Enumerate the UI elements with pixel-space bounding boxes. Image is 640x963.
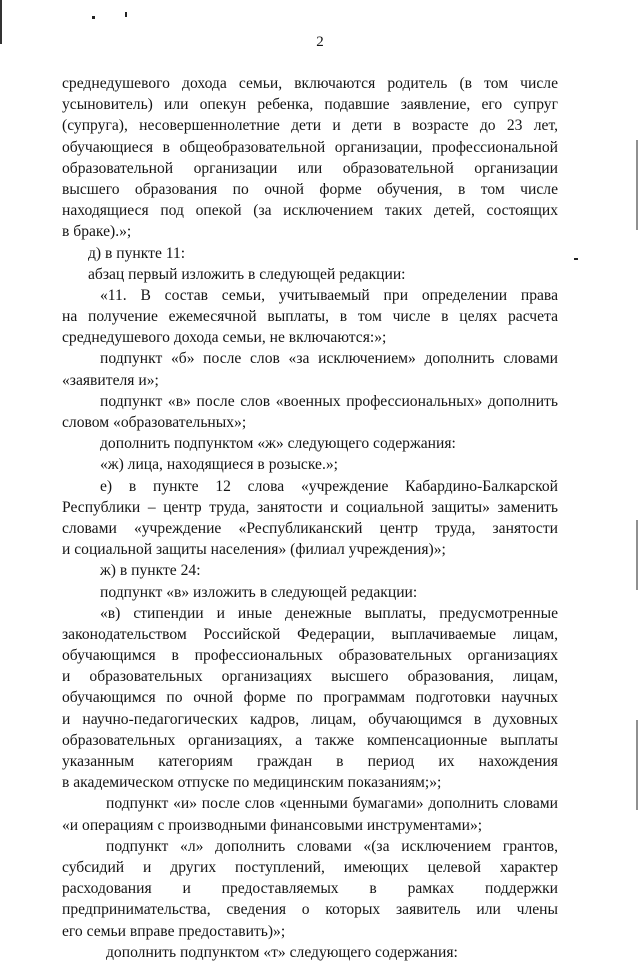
text-line: субсидий и других поступлений, имеющих целевой характер (62, 858, 558, 876)
text-line: подпункт «в» изложить в следующей редакции: (100, 583, 418, 601)
text-line: дополнить подпунктом «ж» следующего содержания: (100, 435, 456, 453)
text-line: среднедушевого дохода семьи, включаются родитель (в том числе (62, 75, 558, 92)
text-line: (супруга), несовершеннолетние дети и дети в возрасте до 23 лет, (62, 117, 558, 135)
text-line: и образовательных организациях высшего образования, лицам, (62, 668, 558, 686)
document-body (62, 73, 558, 963)
text-line: обучающимся в профессиональных образовательных организациях (62, 647, 558, 665)
text-line: образовательной организации или образовательной организации (62, 159, 558, 177)
text-line: и научно-педагогических кадров, лицам, обучающимся в духовных (62, 710, 558, 728)
text-line: «заявителя и»; (62, 371, 159, 389)
text-line: «ж) лица, находящиеся в розыске.»; (100, 456, 338, 474)
text-line: Республики – центр труда, занятости и социальной защиты» заменить (62, 498, 558, 516)
scan-speck (92, 16, 95, 19)
text-line: подпункт «б» после слов «за исключением» дополнить словами (100, 350, 558, 368)
text-line: его семьи вправе предоставить)»; (62, 922, 286, 940)
text-line: «11. В состав семьи, учитываемый при определении права (100, 286, 558, 304)
text-line: расходования и предоставляемых в рамках поддержки (62, 880, 558, 898)
text-line: словом «образовательных»; (62, 414, 247, 431)
text-line: обучающиеся в общеобразовательной организации, профессиональной (62, 138, 558, 156)
text-line: обучающимся по очной форме по программам подготовки научных (62, 689, 558, 707)
text-line: среднедушевого дохода семьи, не включаются:»; (62, 329, 387, 347)
scan-speck (125, 12, 127, 17)
text-line: е) в пункте 12 слова «учреждение Кабардино-Балкарской (100, 477, 558, 495)
text-line: словами «учреждение «Республиканский центр труда, занятости (62, 519, 558, 537)
text-line: в академическом отпуске по медицинским показаниям;»; (62, 774, 442, 792)
text-line: д) в пункте 11: (88, 244, 186, 262)
text-line: образовательных организациях, а также компенсационные выплаты (62, 731, 558, 749)
text-line: «в) стипендии и иные денежные выплаты, предусмотренные (100, 604, 558, 622)
text-line: дополнить подпунктом «т» следующего содержания: (106, 943, 458, 961)
text-line: подпункт «и» после слов «ценными бумагами» дополнить словами (106, 795, 558, 813)
text-line: подпункт «в» после слов «военных профессиональных» дополнить (100, 392, 558, 410)
text-line: предпринимательства, сведения о которых заявитель или члены (62, 901, 558, 919)
text-line: абзац первый изложить в следующей редакции: (88, 265, 406, 283)
text-line: высшего образования по очной форме обучения, в том числе (62, 180, 558, 198)
scan-speck (574, 258, 578, 260)
page-number: 2 (316, 34, 324, 50)
text-line: указанным категориям граждан в период их нахождения (62, 753, 558, 770)
scan-speck (636, 520, 638, 590)
text-line: законодательством Российской Федерации, выплачиваемые лицам, (62, 625, 558, 643)
scan-speck (636, 140, 638, 230)
text-line: и социальной защиты населения» (филиал учреждения)»; (62, 541, 446, 559)
text-line: на получение ежемесячной выплаты, в том числе в целях расчета (62, 308, 558, 326)
text-line: подпункт «л» дополнить словами «(за исключением грантов, (106, 837, 558, 855)
text-line: усыновитель) или опекун ребенка, подавшие заявление, его супруг (62, 96, 558, 114)
scan-speck (636, 720, 638, 810)
text-line: в браке).»; (62, 223, 132, 241)
text-line: находящиеся под опекой (за исключением таких детей, состоящих (62, 202, 558, 220)
text-line: ж) в пункте 24: (100, 562, 201, 580)
text-line: «и операциям с производными финансовыми инструментами»; (62, 816, 483, 834)
